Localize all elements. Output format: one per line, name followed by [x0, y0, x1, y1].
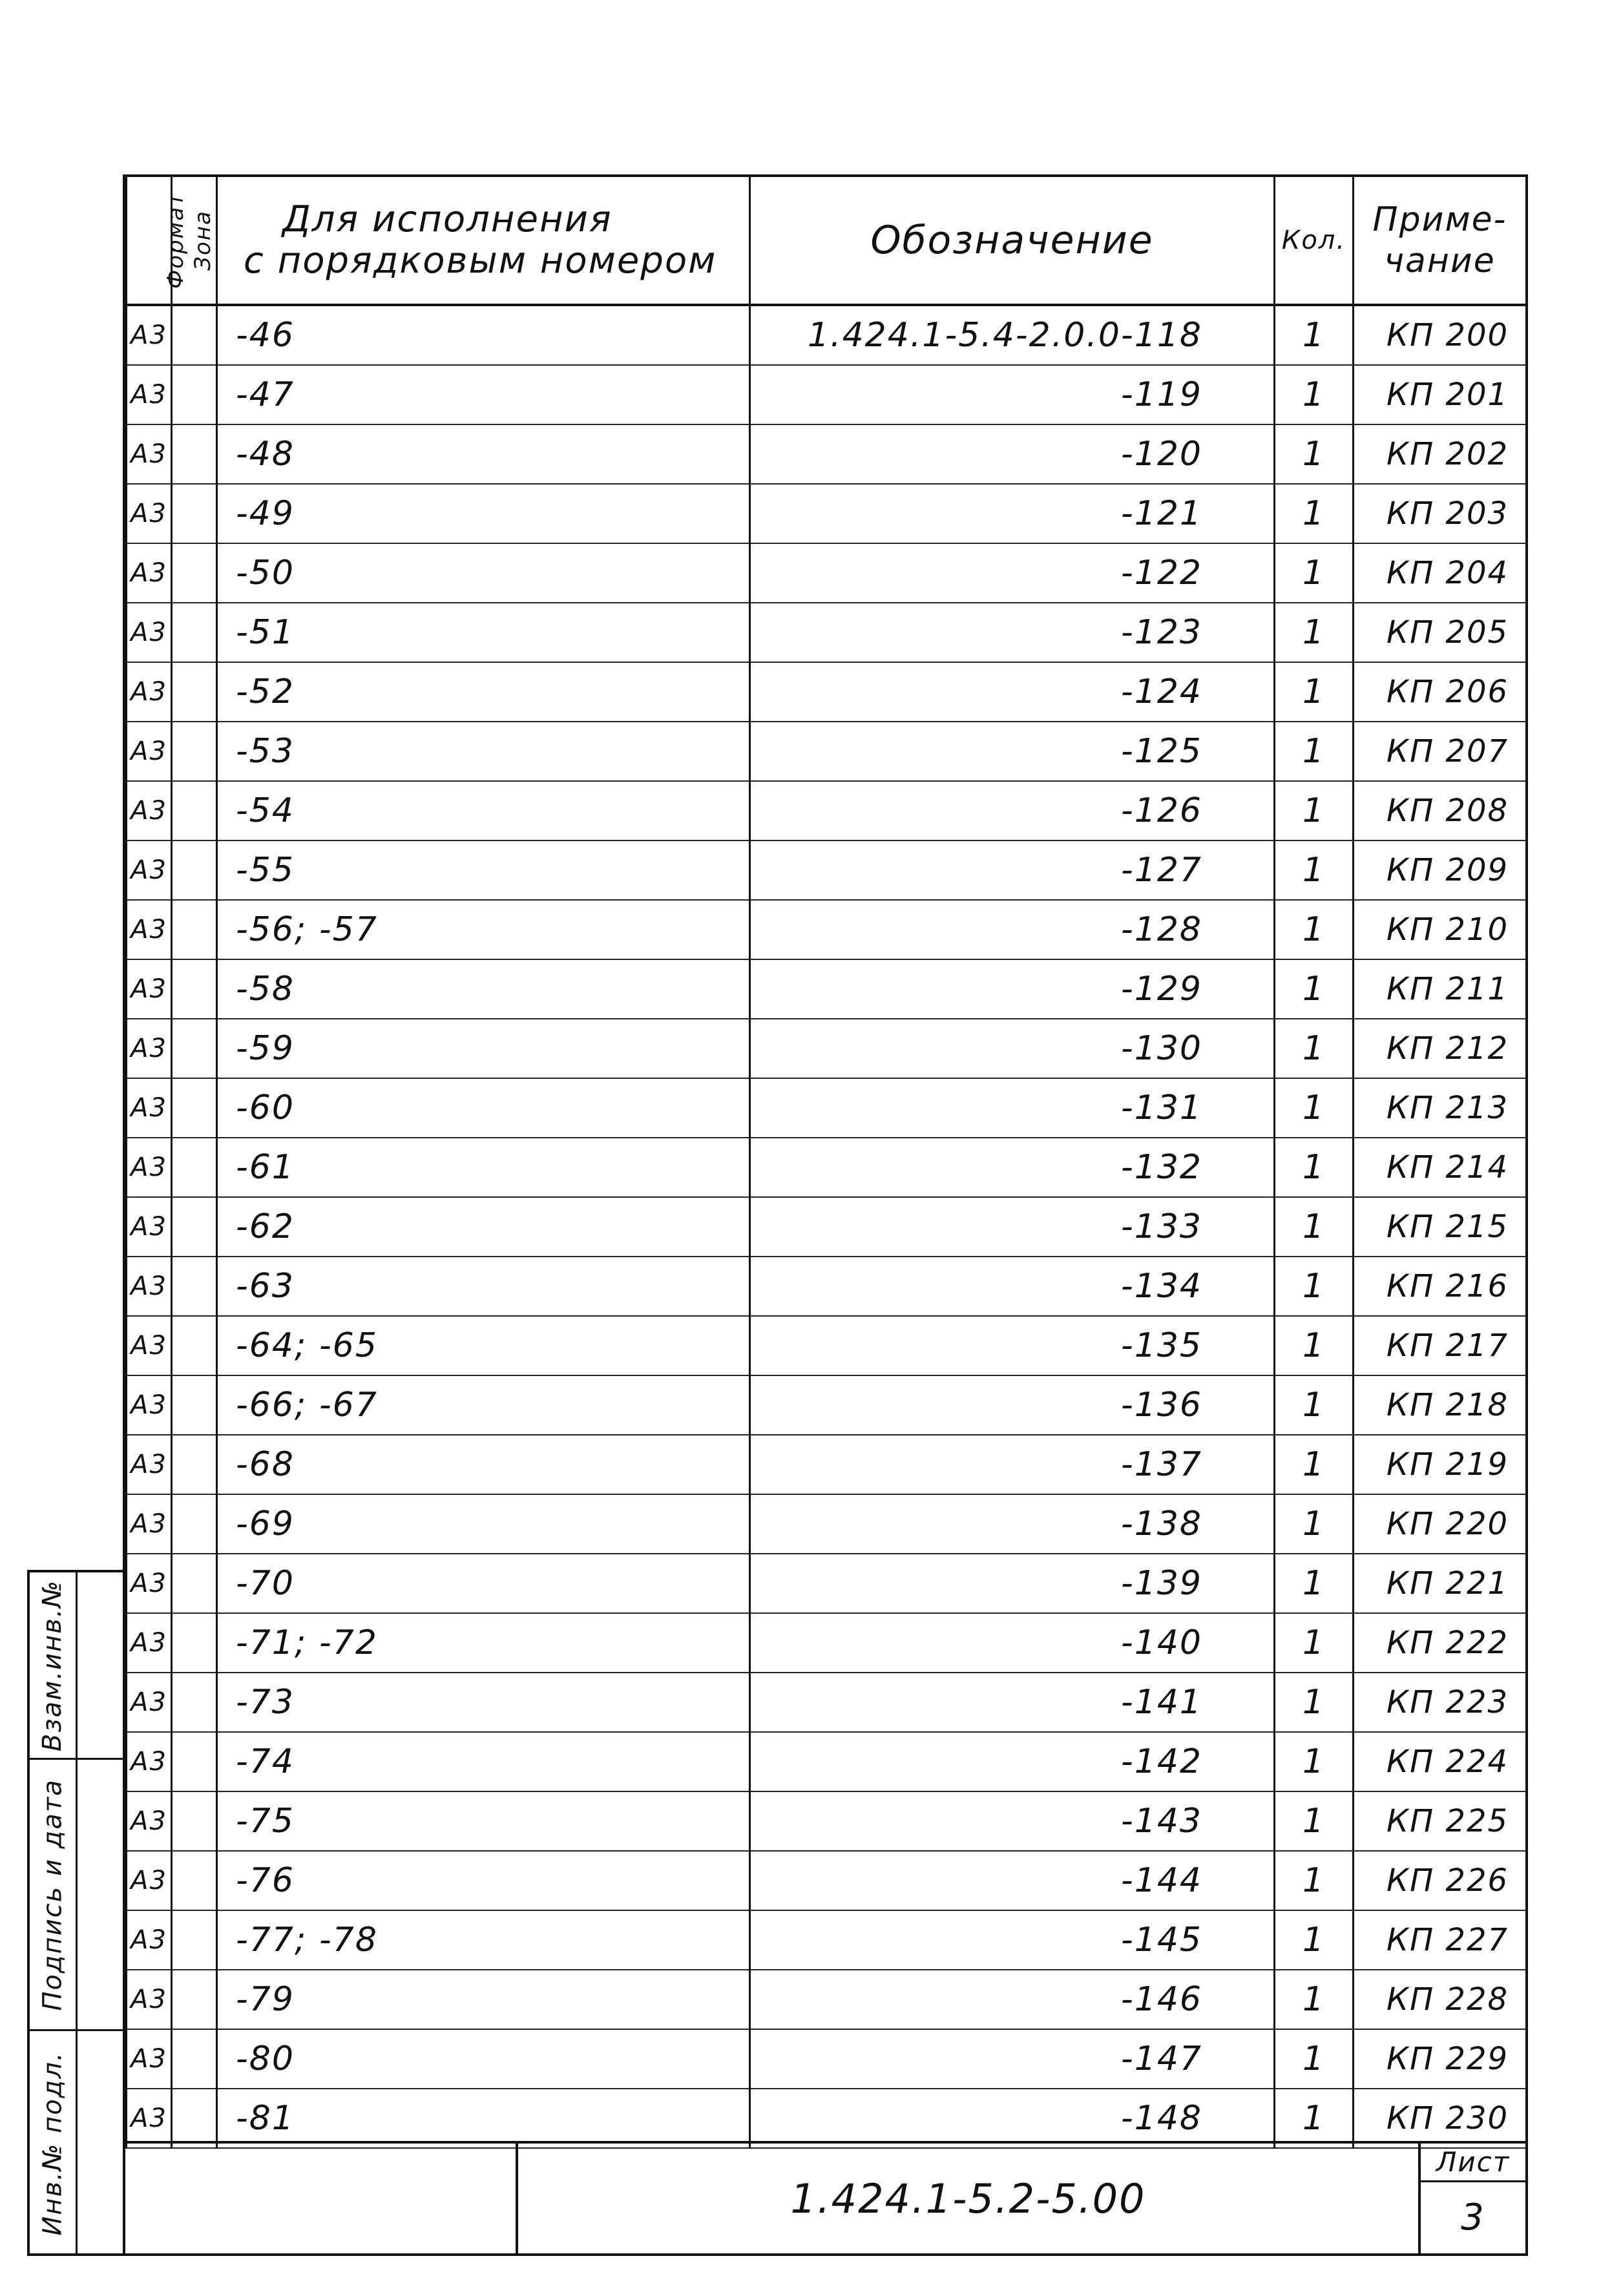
row-designation: -124 — [750, 662, 1275, 722]
row-zone — [172, 1019, 217, 1078]
row-execution: -53 — [217, 722, 750, 781]
row-execution: -61 — [217, 1138, 750, 1197]
row-designation: -137 — [750, 1435, 1275, 1494]
row-designation: -140 — [750, 1613, 1275, 1673]
row-zone — [172, 1316, 217, 1375]
row-quantity: 1 — [1275, 1257, 1354, 1316]
row-note: КП 214 — [1354, 1138, 1527, 1197]
row-zone — [172, 900, 217, 959]
row-execution: -70 — [217, 1554, 750, 1613]
row-execution: -73 — [217, 1673, 750, 1732]
row-zone — [172, 424, 217, 484]
row-quantity: 1 — [1275, 1494, 1354, 1554]
header-format-label: Формат — [162, 192, 189, 289]
sheet-label: Лист — [1421, 2144, 1525, 2182]
row-designation: -127 — [750, 840, 1275, 900]
row-designation: -139 — [750, 1554, 1275, 1613]
row-zone — [172, 365, 217, 424]
header-designation: Обозначение — [750, 177, 1275, 305]
row-zone — [172, 1375, 217, 1435]
row-quantity: 1 — [1275, 1791, 1354, 1851]
title-block — [125, 2141, 1525, 2253]
replacement-inv-label: Взам.инв.№ — [37, 1579, 68, 1751]
header-note-line1: Приме- — [1372, 200, 1507, 239]
row-designation: -142 — [750, 1732, 1275, 1791]
table-row — [127, 1673, 1527, 1732]
table-row — [127, 781, 1527, 840]
row-execution: -52 — [217, 662, 750, 722]
table-row — [127, 484, 1527, 543]
table-row — [127, 1316, 1527, 1375]
row-designation: -134 — [750, 1257, 1275, 1316]
table-row — [127, 1910, 1527, 1970]
sheet-number: 3 — [1461, 2197, 1485, 2239]
row-note: КП 221 — [1354, 1554, 1527, 1613]
row-note: КП 212 — [1354, 1019, 1527, 1078]
row-zone — [172, 1257, 217, 1316]
table-row — [127, 1257, 1527, 1316]
row-format: А3 — [127, 2029, 172, 2089]
row-quantity: 1 — [1275, 1138, 1354, 1197]
row-note: КП 219 — [1354, 1435, 1527, 1494]
row-zone — [172, 1732, 217, 1791]
original-inv-label: Инв.№ подл. — [37, 2051, 68, 2236]
row-execution: -59 — [217, 1019, 750, 1078]
row-quantity: 1 — [1275, 2089, 1354, 2148]
table-header-row — [127, 177, 1527, 305]
row-format: А3 — [127, 1732, 172, 1791]
row-format: А3 — [127, 959, 172, 1019]
row-format: А3 — [127, 603, 172, 662]
table-row — [127, 1970, 1527, 2029]
row-execution: -48 — [217, 424, 750, 484]
row-execution: -49 — [217, 484, 750, 543]
row-designation: -120 — [750, 424, 1275, 484]
row-execution: -69 — [217, 1494, 750, 1554]
row-note: КП 209 — [1354, 840, 1527, 900]
table-row — [127, 959, 1527, 1019]
row-execution: -51 — [217, 603, 750, 662]
row-zone — [172, 722, 217, 781]
header-execution-line1: Для исполнения — [282, 198, 612, 240]
row-quantity: 1 — [1275, 1435, 1354, 1494]
row-designation: -128 — [750, 900, 1275, 959]
header-quantity: Кол. — [1275, 177, 1354, 305]
row-execution: -50 — [217, 543, 750, 603]
row-note: КП 202 — [1354, 424, 1527, 484]
row-note: КП 204 — [1354, 543, 1527, 603]
row-zone — [172, 2089, 217, 2148]
table-row — [127, 1435, 1527, 1494]
row-designation: -143 — [750, 1791, 1275, 1851]
row-designation: -121 — [750, 484, 1275, 543]
table-row — [127, 603, 1527, 662]
table-row — [127, 1375, 1527, 1435]
row-execution: -71; -72 — [217, 1613, 750, 1673]
row-execution: -60 — [217, 1078, 750, 1138]
row-format: А3 — [127, 900, 172, 959]
table-row — [127, 1732, 1527, 1791]
row-designation: -130 — [750, 1019, 1275, 1078]
row-designation: -138 — [750, 1494, 1275, 1554]
row-execution: -64; -65 — [217, 1316, 750, 1375]
row-designation: -135 — [750, 1316, 1275, 1375]
row-execution: -68 — [217, 1435, 750, 1494]
table-row — [127, 305, 1527, 365]
side-stamp-labels — [30, 1572, 78, 2253]
row-execution: -56; -57 — [217, 900, 750, 959]
row-zone — [172, 1494, 217, 1554]
row-format: А3 — [127, 2089, 172, 2148]
row-note: КП 200 — [1354, 305, 1527, 365]
table-row — [127, 1197, 1527, 1257]
row-quantity: 1 — [1275, 1375, 1354, 1435]
row-note: КП 203 — [1354, 484, 1527, 543]
signature-date-label: Подпись и дата — [37, 1778, 68, 2011]
row-format: А3 — [127, 484, 172, 543]
row-designation: -126 — [750, 781, 1275, 840]
row-execution: -79 — [217, 1970, 750, 2029]
row-execution: -81 — [217, 2089, 750, 2148]
table-body — [127, 305, 1527, 2148]
row-zone — [172, 781, 217, 840]
side-cell-original-inv — [30, 2031, 76, 2256]
row-format: А3 — [127, 1791, 172, 1851]
table-row — [127, 1494, 1527, 1554]
specification-table — [125, 177, 1527, 2149]
row-quantity: 1 — [1275, 1673, 1354, 1732]
row-quantity: 1 — [1275, 1554, 1354, 1613]
row-quantity: 1 — [1275, 1732, 1354, 1791]
row-note: КП 216 — [1354, 1257, 1527, 1316]
row-quantity: 1 — [1275, 1078, 1354, 1138]
table-row — [127, 424, 1527, 484]
row-quantity: 1 — [1275, 1019, 1354, 1078]
row-zone — [172, 1910, 217, 1970]
header-note — [1354, 177, 1527, 305]
row-designation: -119 — [750, 365, 1275, 424]
row-zone — [172, 1970, 217, 2029]
row-note: КП 215 — [1354, 1197, 1527, 1257]
table-row — [127, 722, 1527, 781]
row-format: А3 — [127, 1078, 172, 1138]
row-zone — [172, 1138, 217, 1197]
row-execution: -76 — [217, 1851, 750, 1910]
row-format: А3 — [127, 424, 172, 484]
row-format: А3 — [127, 1970, 172, 2029]
row-quantity: 1 — [1275, 484, 1354, 543]
row-zone — [172, 1673, 217, 1732]
row-note: КП 229 — [1354, 2029, 1527, 2089]
table-row — [127, 1554, 1527, 1613]
row-note: КП 201 — [1354, 365, 1527, 424]
row-quantity: 1 — [1275, 722, 1354, 781]
row-designation: -123 — [750, 603, 1275, 662]
row-designation: -146 — [750, 1970, 1275, 2029]
row-designation: -133 — [750, 1197, 1275, 1257]
table-row — [127, 1613, 1527, 1673]
table-row — [127, 543, 1527, 603]
row-format: А3 — [127, 1257, 172, 1316]
row-note: КП 226 — [1354, 1851, 1527, 1910]
row-execution: -75 — [217, 1791, 750, 1851]
table-row — [127, 2029, 1527, 2089]
table-row — [127, 662, 1527, 722]
table-row — [127, 900, 1527, 959]
row-note: КП 205 — [1354, 603, 1527, 662]
row-note: КП 207 — [1354, 722, 1527, 781]
row-note: КП 230 — [1354, 2089, 1527, 2148]
header-zone-label: Зона — [189, 210, 216, 271]
side-value-replacement-inv — [78, 1572, 125, 1760]
header-format — [127, 177, 189, 305]
row-quantity: 1 — [1275, 603, 1354, 662]
row-zone — [172, 305, 217, 365]
row-zone — [172, 1851, 217, 1910]
row-zone — [172, 484, 217, 543]
row-quantity: 1 — [1275, 2029, 1354, 2089]
row-designation: -129 — [750, 959, 1275, 1019]
row-quantity: 1 — [1275, 781, 1354, 840]
row-zone — [172, 959, 217, 1019]
side-stamp-panel — [27, 1570, 123, 2256]
table-row — [127, 1019, 1527, 1078]
row-execution: -54 — [217, 781, 750, 840]
row-designation: -136 — [750, 1375, 1275, 1435]
row-execution: -62 — [217, 1197, 750, 1257]
row-quantity: 1 — [1275, 305, 1354, 365]
row-format: А3 — [127, 1197, 172, 1257]
row-execution: -63 — [217, 1257, 750, 1316]
row-format: А3 — [127, 305, 172, 365]
row-designation: -145 — [750, 1910, 1275, 1970]
row-zone — [172, 603, 217, 662]
row-execution: -58 — [217, 959, 750, 1019]
row-zone — [172, 1554, 217, 1613]
row-note: КП 220 — [1354, 1494, 1527, 1554]
row-quantity: 1 — [1275, 1316, 1354, 1375]
row-execution: -55 — [217, 840, 750, 900]
row-designation: -147 — [750, 2029, 1275, 2089]
row-zone — [172, 1078, 217, 1138]
row-zone — [172, 543, 217, 603]
row-format: А3 — [127, 781, 172, 840]
table-row — [127, 1791, 1527, 1851]
row-designation: -144 — [750, 1851, 1275, 1910]
row-designation: -141 — [750, 1673, 1275, 1732]
row-format: А3 — [127, 1375, 172, 1435]
row-note: КП 223 — [1354, 1673, 1527, 1732]
row-execution: -47 — [217, 365, 750, 424]
specification-sheet — [123, 174, 1528, 2256]
row-note: КП 211 — [1354, 959, 1527, 1019]
row-quantity: 1 — [1275, 1910, 1354, 1970]
row-note: КП 224 — [1354, 1732, 1527, 1791]
row-format: А3 — [127, 543, 172, 603]
sheet-number-box — [1418, 2144, 1525, 2253]
row-format: А3 — [127, 1316, 172, 1375]
row-format: А3 — [127, 662, 172, 722]
row-note: КП 208 — [1354, 781, 1527, 840]
header-execution — [217, 177, 750, 305]
row-format: А3 — [127, 1851, 172, 1910]
row-note: КП 210 — [1354, 900, 1527, 959]
table-row — [127, 1851, 1527, 1910]
row-quantity: 1 — [1275, 959, 1354, 1019]
row-format: А3 — [127, 1554, 172, 1613]
row-designation: -122 — [750, 543, 1275, 603]
header-note-line2: чание — [1384, 242, 1496, 280]
row-execution: -77; -78 — [217, 1910, 750, 1970]
row-format: А3 — [127, 722, 172, 781]
row-format: А3 — [127, 840, 172, 900]
row-execution: -74 — [217, 1732, 750, 1791]
row-note: КП 222 — [1354, 1613, 1527, 1673]
side-value-original-inv — [78, 2031, 125, 2256]
row-format: А3 — [127, 1613, 172, 1673]
side-cell-replacement-inv — [30, 1572, 76, 1760]
row-execution: -66; -67 — [217, 1375, 750, 1435]
table-row — [127, 1138, 1527, 1197]
row-note: КП 206 — [1354, 662, 1527, 722]
row-zone — [172, 1197, 217, 1257]
row-quantity: 1 — [1275, 900, 1354, 959]
row-note: КП 228 — [1354, 1970, 1527, 2029]
row-format: А3 — [127, 1435, 172, 1494]
row-execution: -46 — [217, 305, 750, 365]
table-row — [127, 2089, 1527, 2148]
row-format: А3 — [127, 1019, 172, 1078]
row-quantity: 1 — [1275, 1197, 1354, 1257]
row-designation: -131 — [750, 1078, 1275, 1138]
table-row — [127, 365, 1527, 424]
row-quantity: 1 — [1275, 840, 1354, 900]
row-quantity: 1 — [1275, 1613, 1354, 1673]
header-execution-line2: с порядковым номером — [244, 240, 717, 282]
row-designation: -148 — [750, 2089, 1275, 2148]
row-zone — [172, 662, 217, 722]
row-format: А3 — [127, 1494, 172, 1554]
row-quantity: 1 — [1275, 365, 1354, 424]
row-quantity: 1 — [1275, 424, 1354, 484]
row-format: А3 — [127, 1910, 172, 1970]
row-designation: -132 — [750, 1138, 1275, 1197]
row-zone — [172, 1791, 217, 1851]
row-note: КП 217 — [1354, 1316, 1527, 1375]
row-note: КП 225 — [1354, 1791, 1527, 1851]
row-quantity: 1 — [1275, 1851, 1354, 1910]
row-execution: -80 — [217, 2029, 750, 2089]
row-quantity: 1 — [1275, 543, 1354, 603]
table-row — [127, 840, 1527, 900]
table-row — [127, 1078, 1527, 1138]
side-stamp-values — [78, 1572, 125, 2253]
row-designation: -125 — [750, 722, 1275, 781]
side-value-signature-date — [78, 1760, 125, 2031]
row-format: А3 — [127, 365, 172, 424]
row-quantity: 1 — [1275, 1970, 1354, 2029]
row-zone — [172, 1613, 217, 1673]
row-note: КП 213 — [1354, 1078, 1527, 1138]
row-zone — [172, 2029, 217, 2089]
row-zone — [172, 1435, 217, 1494]
row-format: А3 — [127, 1138, 172, 1197]
title-block-empty-cell — [125, 2144, 518, 2253]
document-code: 1.424.1-5.2-5.00 — [790, 2175, 1146, 2222]
row-zone — [172, 840, 217, 900]
side-cell-signature-date — [30, 1760, 76, 2031]
row-quantity: 1 — [1275, 662, 1354, 722]
row-note: КП 218 — [1354, 1375, 1527, 1435]
row-note: КП 227 — [1354, 1910, 1527, 1970]
row-format: А3 — [127, 1673, 172, 1732]
row-designation: 1.424.1-5.4-2.0.0-118 — [750, 305, 1275, 365]
